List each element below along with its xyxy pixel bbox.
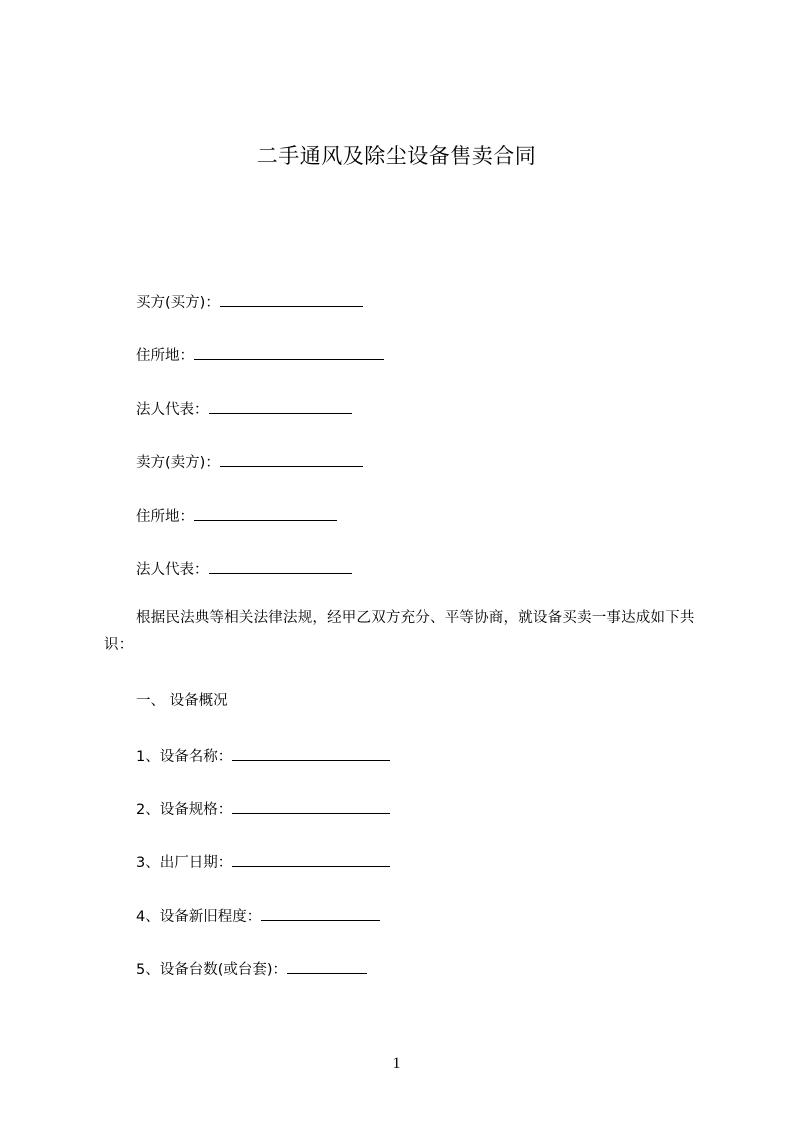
seller-blank [220, 451, 363, 467]
buyer-address-blank [194, 344, 384, 360]
seller-label: 卖方(卖方)： [136, 455, 220, 471]
item-label: 4、设备新旧程度： [136, 909, 262, 925]
item-blank [287, 958, 367, 974]
item-blank [261, 905, 380, 921]
seller-line [136, 451, 363, 473]
item-quantity [136, 958, 367, 980]
item-label: 5、设备台数(或台套)： [136, 962, 288, 978]
seller-address-line [136, 505, 337, 527]
item-label: 1、设备名称： [136, 749, 233, 765]
buyer-address-line [136, 344, 384, 366]
buyer-blank [220, 291, 363, 307]
item-condition [136, 905, 380, 927]
buyer-line [136, 291, 363, 313]
buyer-address-label: 住所地： [136, 348, 194, 364]
page-number: 1 [392, 1055, 401, 1072]
item-blank [232, 851, 390, 867]
buyer-rep-line [136, 398, 352, 420]
seller-rep-line [136, 558, 352, 580]
buyer-rep-label: 法人代表： [136, 402, 209, 418]
item-label: 3、出厂日期： [136, 855, 233, 871]
buyer-label: 买方(买方)： [136, 295, 220, 311]
item-blank [232, 798, 390, 814]
item-blank [232, 745, 390, 761]
seller-rep-blank [209, 558, 352, 574]
seller-rep-label: 法人代表： [136, 562, 209, 578]
buyer-rep-blank [209, 398, 352, 414]
item-equipment-spec [136, 798, 390, 820]
section-1-title: 一、 设备概况 [136, 693, 228, 709]
item-equipment-name [136, 745, 390, 767]
item-label: 2、设备规格： [136, 802, 233, 818]
intro-paragraph: 根据民法典等相关法律法规，经甲乙双方充分、平等协商，就设备买卖一事达成如下共识： [104, 610, 695, 653]
seller-address-label: 住所地： [136, 509, 194, 525]
item-manufacture-date [136, 851, 390, 873]
document-title: 二手通风及除尘设备售卖合同 [256, 144, 537, 168]
seller-address-blank [194, 505, 337, 521]
